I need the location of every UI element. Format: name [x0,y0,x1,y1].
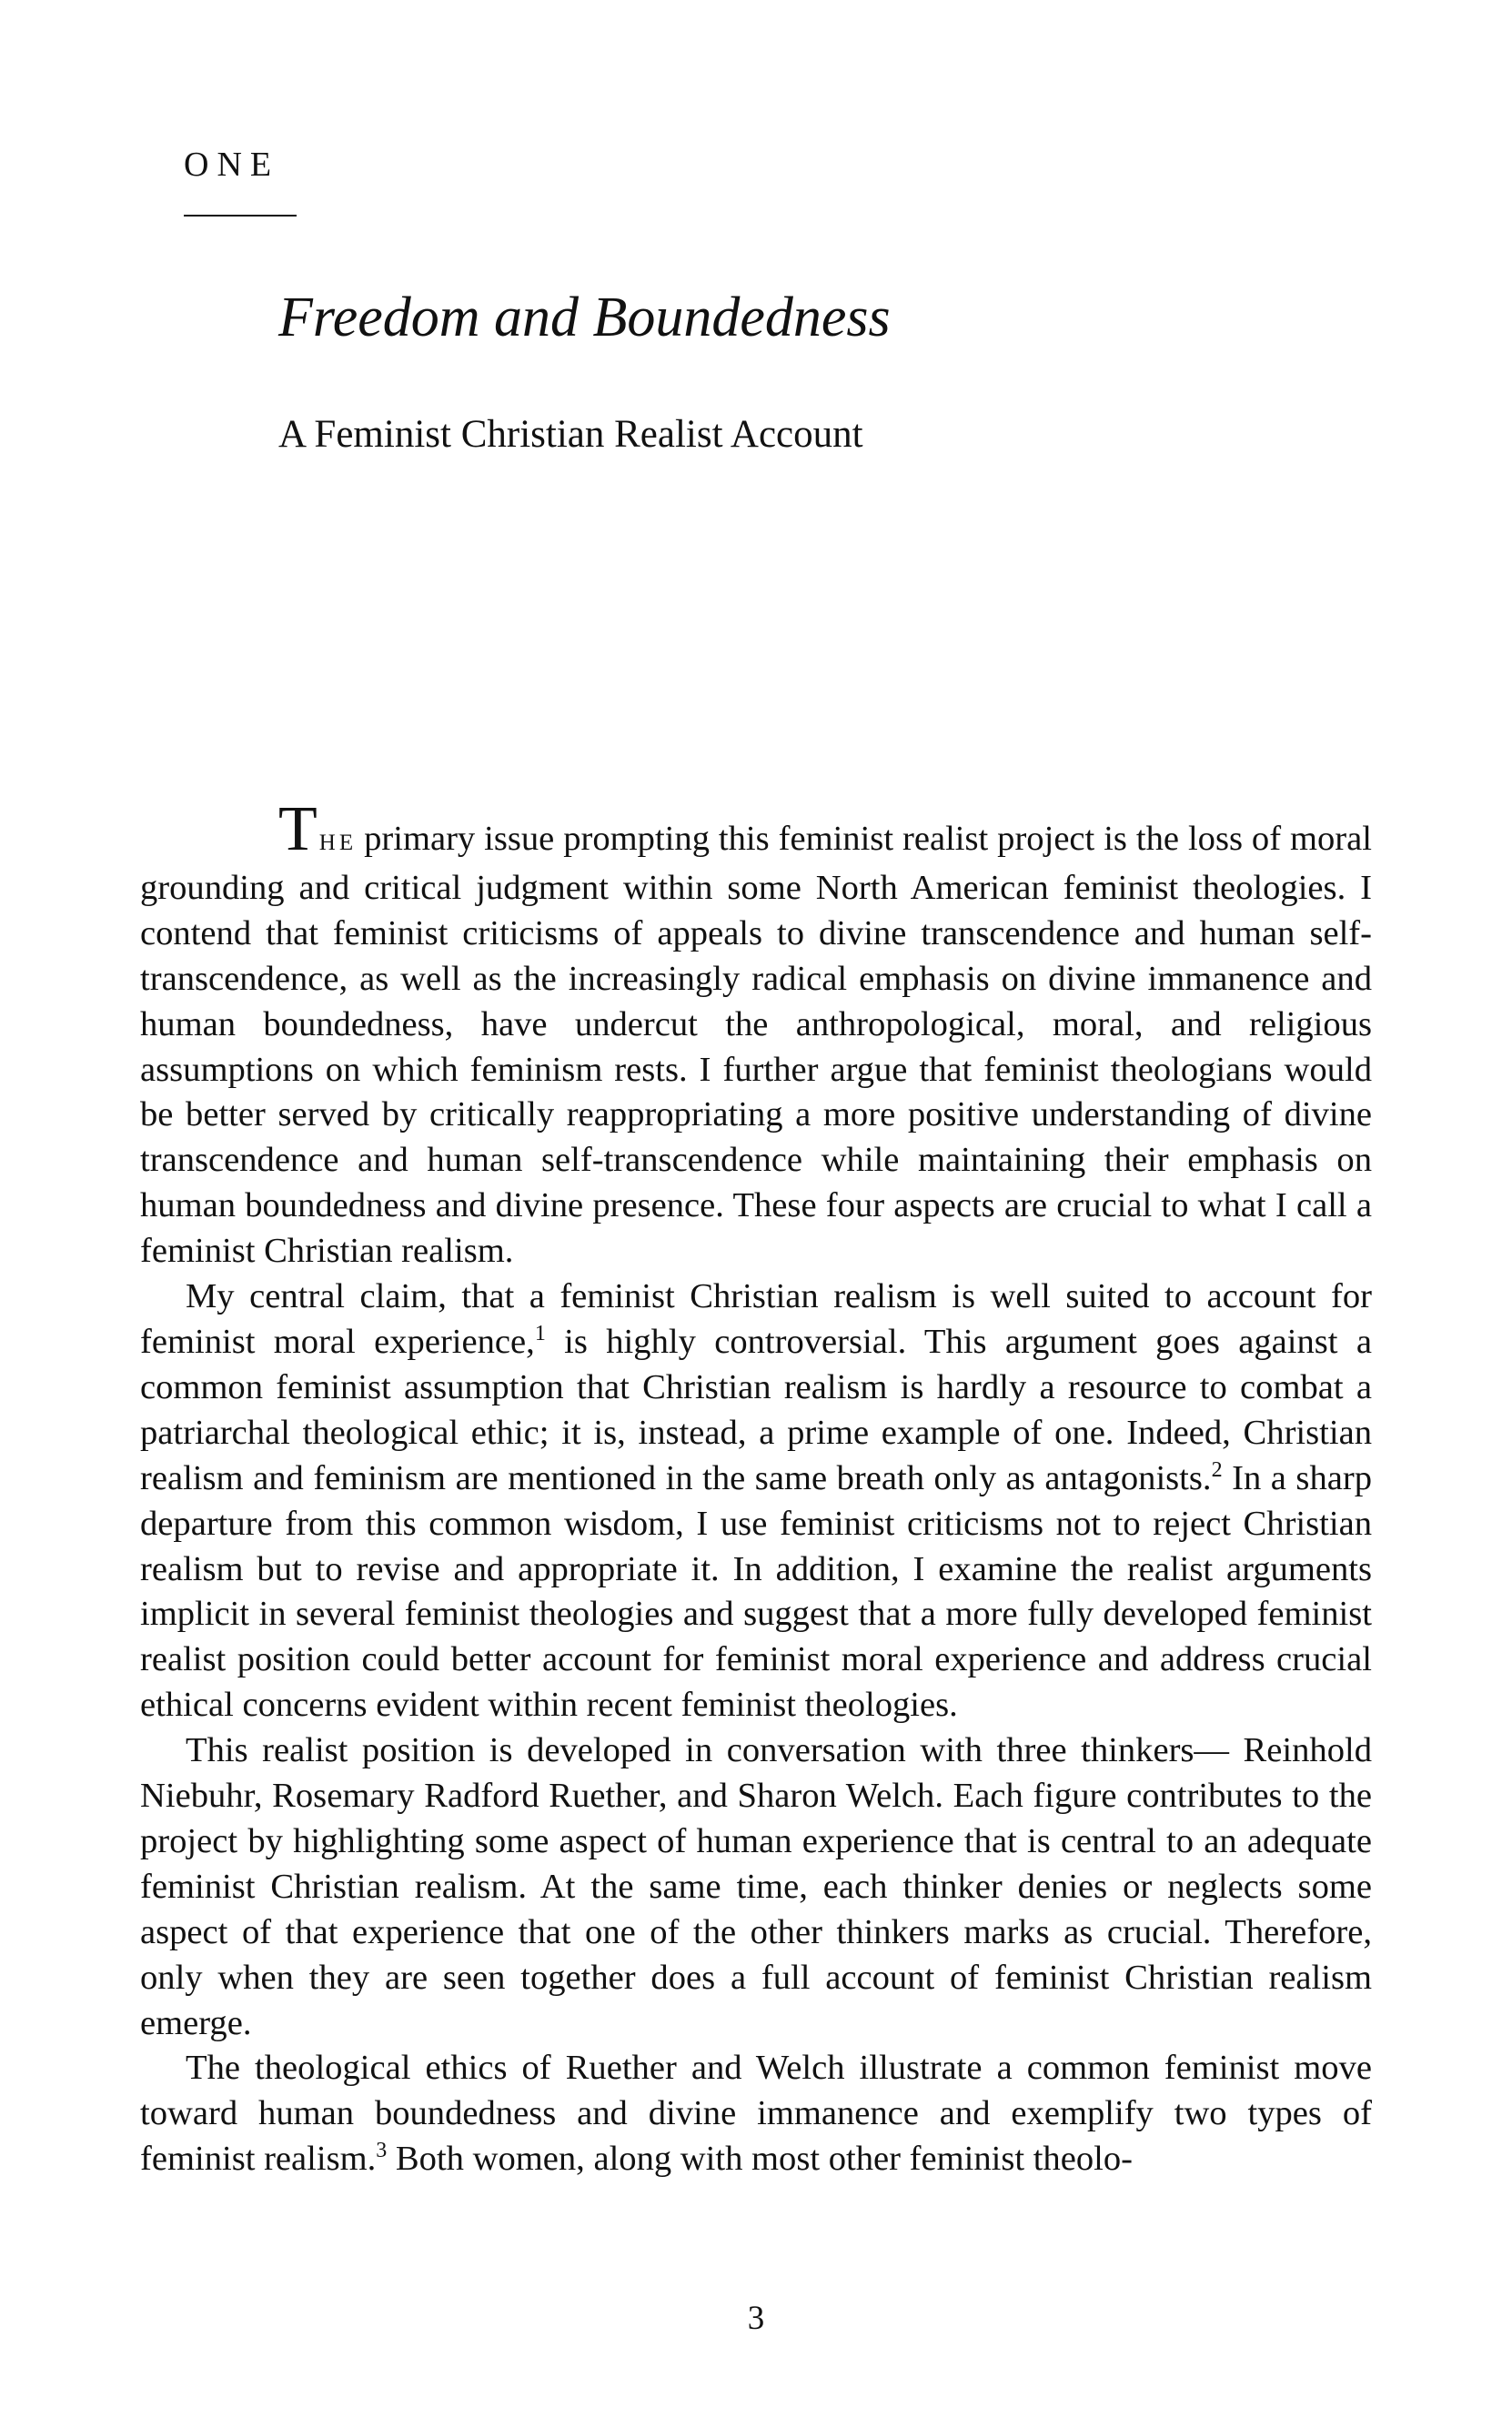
chapter-title: Freedom and Boundedness [278,287,891,348]
footnote-ref-1[interactable]: 1 [534,1321,546,1345]
chapter-number: ONE [184,146,280,184]
paragraph-3 [140,1728,1372,2046]
footnote-ref-3[interactable]: 3 [376,2139,388,2163]
paragraph-2-text-a: My central claim, that a feminist Christian realism is well suited to account for feminist moral experience, [140,1277,1372,1361]
paragraph-4-text-b: Both women, along with most other feminist theolo- [387,2140,1133,2179]
small-caps-lead: HE [318,831,358,855]
paragraph-1-text: primary issue prompting this feminist realist project is the loss of moral grounding and critical judgment within some North American feminist theologies. I contend that feminist criticisms of appeals to divine transcendence and human self-transcendence, as well as the increasingly radical emphasis on divine immanence and human boundedness, have undercut the anthropological, moral, and religious assumptions on which feminism rests. I further argue that feminist theologians would be better served by critically reappropriating a more positive understanding of divine transcendence and human self-transcendence while maintaining their emphasis on human boundedness and divine presence. These four aspects are crucial to what I call a feminist Christian realism. [140,820,1372,1271]
page-number: 3 [747,2300,765,2337]
drop-cap: T [278,794,319,864]
paragraph-1 [140,794,1372,1274]
body-text [140,794,1373,2182]
chapter-rule [184,215,297,217]
paragraph-4-text-a: The theological ethics of Ruether and Welch illustrate a common feminist move toward human boundedness and divine immanence and exemplify two types of feminist realism. [140,2049,1372,2179]
paragraph-2-text-c: In a sharp departure from this common wisdom, I use feminist criticisms not to reject Christian realism but to revise and appropriate it. In addition, I examine the realist arguments implicit in several feminist theologies and suggest that a more fully developed feminist realist position could better account for feminist moral experience and address crucial ethical concerns evident within recent feminist theologies. [140,1458,1372,1725]
paragraph-2 [140,1274,1372,1728]
footnote-ref-2[interactable]: 2 [1211,1457,1223,1482]
paragraph-2-text-b: is highly controversial. This argument goes against a common feminist assumption that Christian realism is hardly a resource to combat a patriarchal theological ethic; it is, instead, a prime example of one. Indeed, Christian realism and feminism are mentioned in the same breath only as antagonists. [140,1322,1373,1497]
paragraph-3-text: This realist position is developed in conversation with three thinkers— Reinhold Niebuhr, Rosemary Radford Ruether, and Sharon Welch. Each figure contributes to the project by highlighting some aspect of human experience that is central to an adequate feminist Christian realism. At the same time, each thinker denies or neglects some aspect of that experience that one of the other thinkers marks as crucial. Therefore, only when they are seen together does a full account of feminist Christian realism emerge. [140,1731,1372,2042]
paragraph-4 [140,2046,1372,2182]
chapter-subtitle: A Feminist Christian Realist Account [278,413,863,456]
